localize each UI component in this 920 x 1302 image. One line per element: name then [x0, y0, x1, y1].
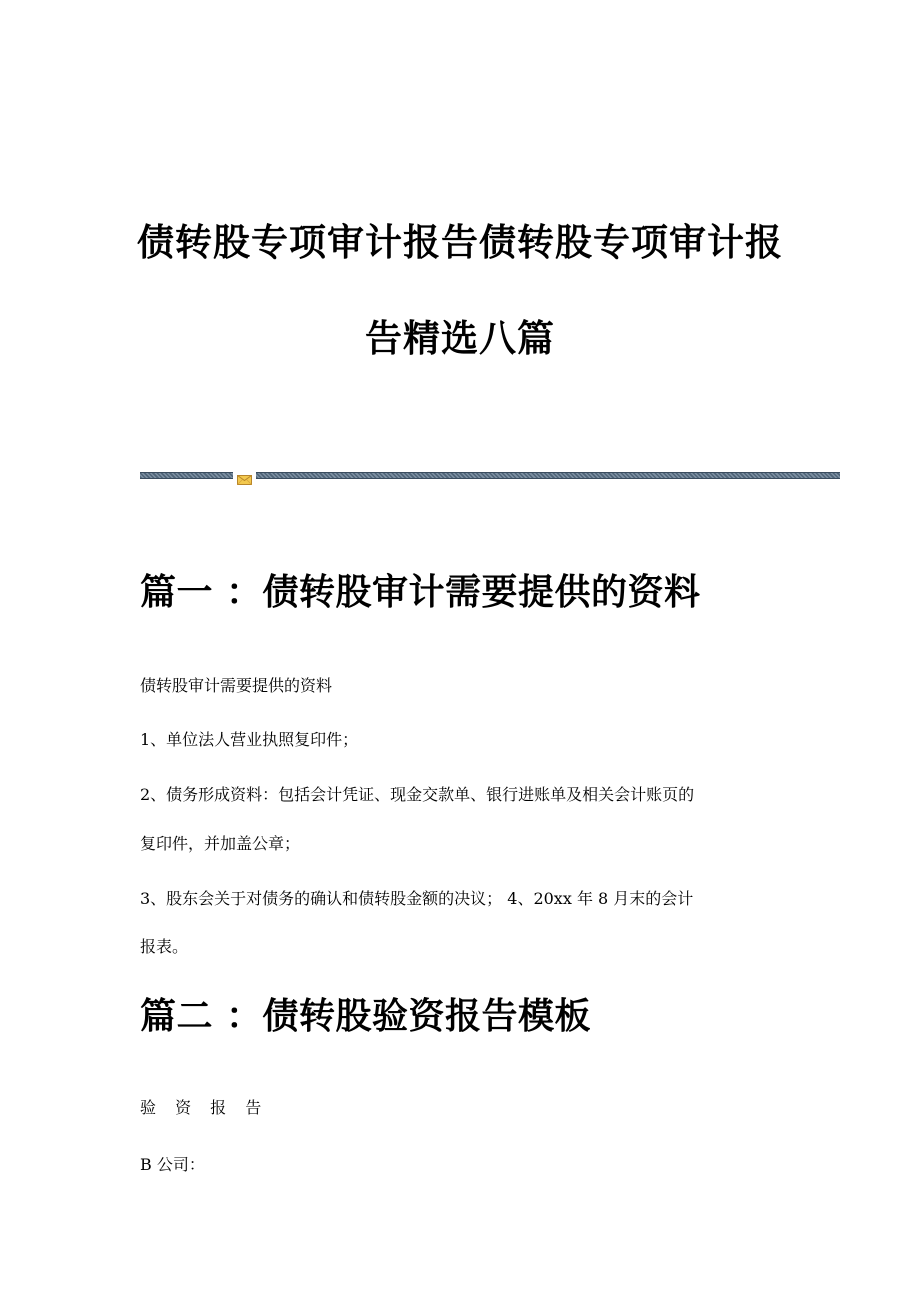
section-heading-1: 篇一 ：债转股审计需要提供的资料 [140, 571, 701, 613]
section1-paragraph: 1、单位法人营业执照复印件； [140, 730, 359, 749]
envelope-ornament-icon [237, 470, 252, 480]
divider-bar-right [256, 472, 840, 479]
document-title-line-1: 债转股专项审计报告债转股专项审计报 [137, 220, 783, 264]
section1-paragraph: 债转股审计需要提供的资料 [140, 676, 333, 695]
section1-paragraph: 2、债务形成资料：包括会计凭证、现金交款单、银行进账单及相关会计账页的 [140, 785, 695, 804]
section2-paragraph: 验 资 报 告 [140, 1098, 269, 1117]
section2-paragraph: B 公司： [140, 1155, 205, 1174]
section-heading-2: 篇二 ：债转股验资报告模板 [140, 995, 592, 1037]
decorative-divider [140, 470, 840, 480]
section1-paragraph: 报表。 [140, 937, 189, 956]
document-title-line-2: 告精选八篇 [365, 316, 555, 360]
section1-paragraph: 3、股东会关于对债务的确认和债转股金额的决议； 4、20xx 年 8 月末的会计 [140, 889, 694, 908]
divider-bar-left [140, 472, 233, 479]
section1-paragraph: 复印件，并加盖公章； [140, 834, 301, 853]
